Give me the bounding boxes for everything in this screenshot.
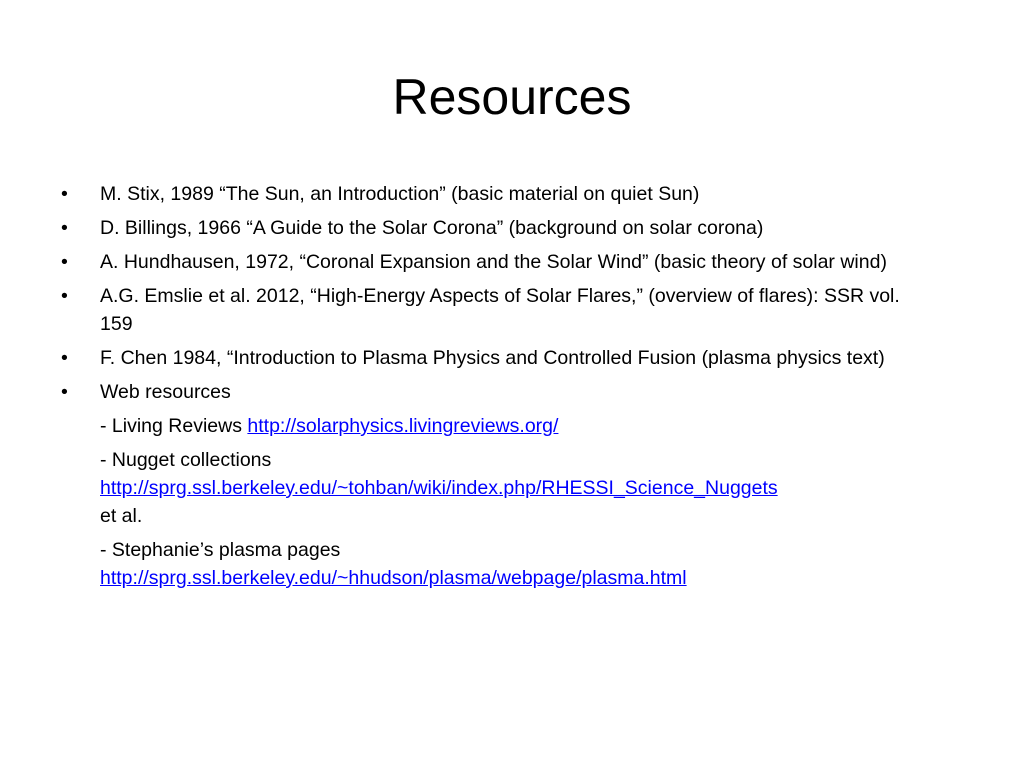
plasma-pages-link[interactable]: http://sprg.ssl.berkeley.edu/~hhudson/plasma/webpage/plasma.html [100,567,687,589]
nugget-collections-link[interactable]: http://sprg.ssl.berkeley.edu/~tohban/wiki/index.php/RHESSI_Science_Nuggets [100,477,778,499]
bullet-icon: • [61,285,68,307]
item-text: A.G. Emslie et al. 2012, “High-Energy Aspects of Solar Flares,” (overview of flares): SSR vol. 159 [100,285,900,335]
list-item-web-resources [55,378,935,406]
slide-title: Resources [392,69,632,125]
resource-label: - Living Reviews [100,415,248,437]
item-text: M. Stix, 1989 “The Sun, an Introduction” (basic material on quiet Sun) [100,183,700,205]
web-resource-living-reviews [55,412,935,440]
bullet-icon: • [61,183,68,205]
list-item [55,214,935,242]
list-item [55,180,935,208]
bullet-icon: • [61,381,68,403]
resource-label: - Stephanie’s plasma pages [100,539,341,561]
web-resource-plasma-pages [55,536,935,592]
bullet-icon: • [61,217,68,239]
item-text: F. Chen 1984, “Introduction to Plasma Physics and Controlled Fusion (plasma physics text) [100,347,885,369]
bullet-icon: • [61,347,68,369]
web-resource-nugget-collections [55,446,935,530]
item-text: D. Billings, 1966 “A Guide to the Solar Corona” (background on solar corona) [100,217,764,239]
resource-suffix: et al. [100,505,143,527]
item-text: A. Hundhausen, 1972, “Coronal Expansion and the Solar Wind” (basic theory of solar wind) [100,251,887,273]
list-item [55,248,935,276]
living-reviews-link[interactable]: http://solarphysics.livingreviews.org/ [247,415,559,437]
resource-list [55,180,935,598]
bullet-icon: • [61,251,68,273]
item-text: Web resources [100,381,231,403]
resource-label: - Nugget collections [100,449,272,471]
list-item [55,282,935,338]
list-item [55,344,935,372]
